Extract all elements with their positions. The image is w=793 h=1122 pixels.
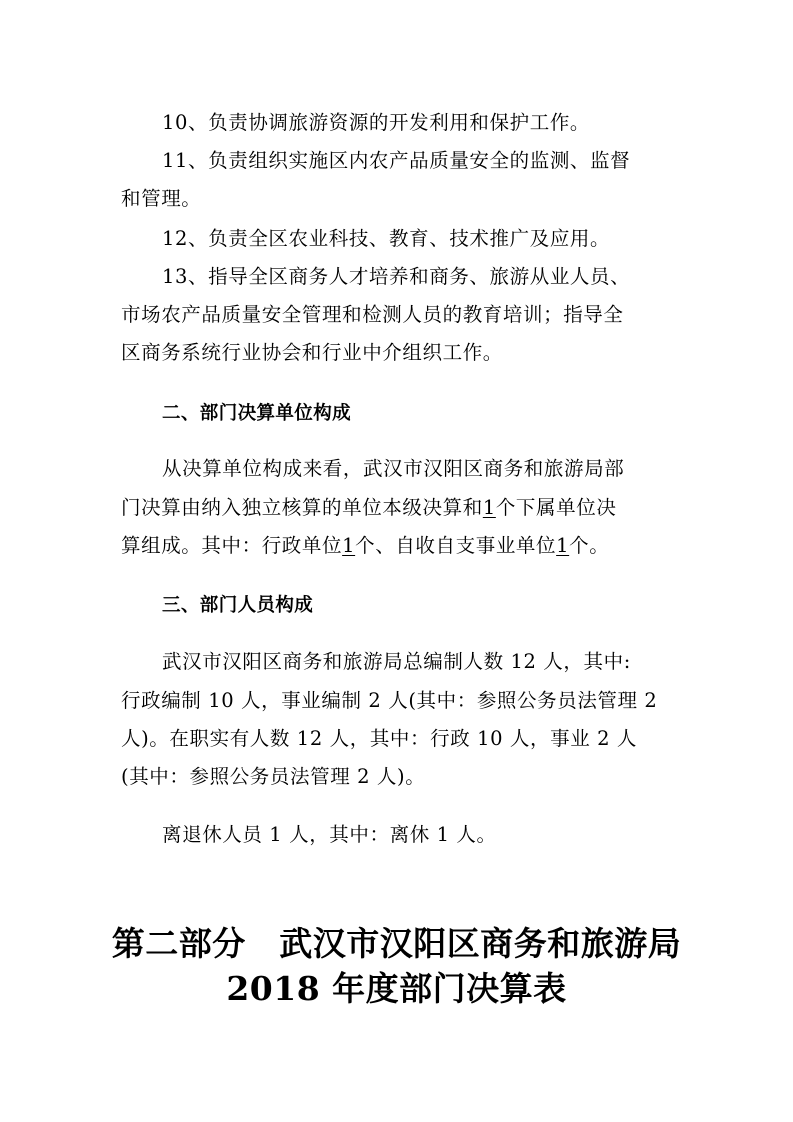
- section-heading-staff-composition: 三、部门人员构成: [162, 595, 314, 616]
- duty-item-13-line3: 区商务系统行业协会和行业中介组织工作。: [121, 341, 503, 364]
- duty-item-12: 12、负责全区农业科技、教育、技术推广及应用。: [162, 227, 611, 250]
- self-funded-unit-count: 1: [556, 534, 570, 557]
- unit-composition-line2: 门决算由纳入独立核算的单位本级决算和1个下属单位决: [121, 496, 617, 519]
- section-heading-unit-composition: 二、部门决算单位构成: [162, 403, 352, 424]
- part-two-title-line2: 2018 年度部门决算表: [226, 969, 567, 1008]
- duty-item-10: 10、负责协调旅游资源的开发利用和保护工作。: [162, 111, 591, 134]
- admin-unit-count: 1: [342, 534, 356, 557]
- unit-composition-line1: 从决算单位构成来看，武汉市汉阳区商务和旅游局部: [162, 457, 625, 480]
- staff-composition-line3: 人)。在职实有人数 12 人，其中：行政 10 人，事业 2 人: [121, 727, 638, 750]
- duty-item-13-line1: 13、指导全区商务人才培养和商务、旅游从业人员、: [162, 265, 631, 288]
- unit-composition-line3: 算组成。其中：行政单位1个、自收自支事业单位1个。: [121, 534, 610, 557]
- duty-item-11-line1: 11、负责组织实施区内农产品质量安全的监测、监督: [162, 149, 631, 172]
- subordinate-unit-count: 1: [482, 496, 496, 519]
- staff-composition-line2: 行政编制 10 人，事业编制 2 人(其中：参照公务员法管理 2: [121, 689, 658, 712]
- retired-staff-line: 离退休人员 1 人，其中：离休 1 人。: [162, 823, 497, 846]
- duty-item-11-line2: 和管理。: [121, 187, 202, 210]
- staff-composition-line4: (其中：参照公务员法管理 2 人)。: [121, 765, 426, 788]
- part-two-title-line1: 第二部分 武汉市汉阳区商务和旅游局: [111, 924, 682, 963]
- staff-composition-line1: 武汉市汉阳区商务和旅游局总编制人数 12 人，其中:: [162, 650, 631, 673]
- duty-item-13-line2: 市场农产品质量安全管理和检测人员的教育培训；指导全: [121, 303, 624, 326]
